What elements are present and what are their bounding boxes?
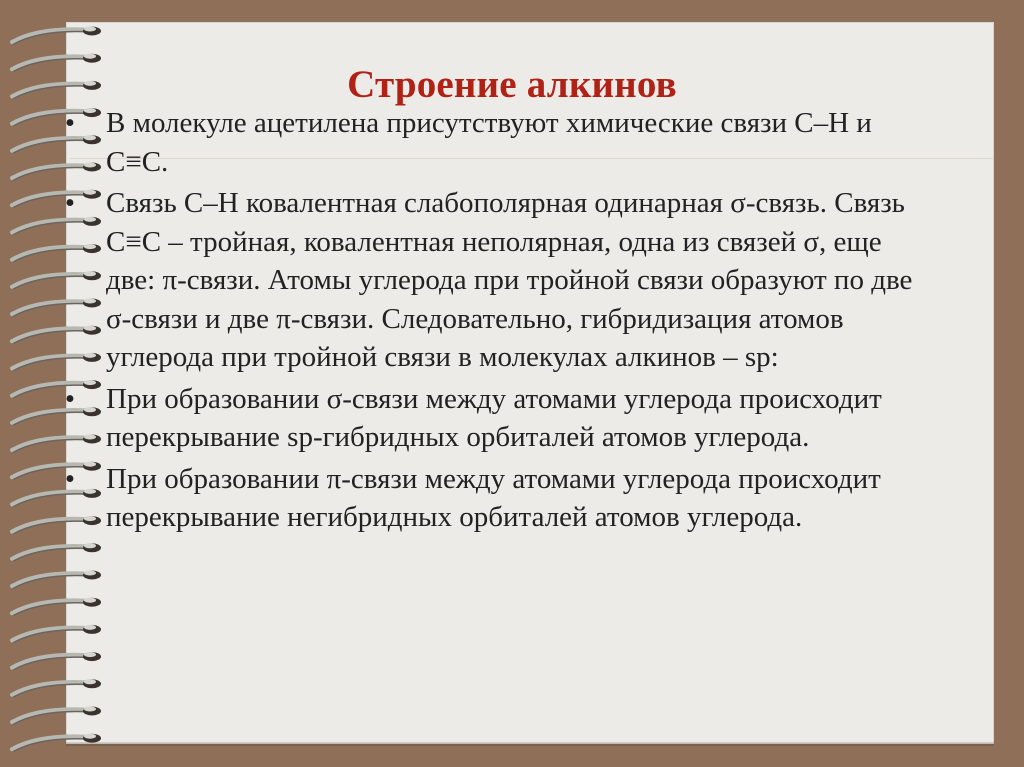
bullet-item-3 <box>60 380 920 457</box>
slide-title: Строение алкинов <box>347 63 677 107</box>
bullet-text: При образовании π-связи между атомами углерода происходит перекрывание негибридных орбиталей атомов углерода. <box>106 462 881 533</box>
spiral-ring-highlight <box>84 679 96 684</box>
bullet-item-4 <box>60 460 920 537</box>
bullet-marker: • <box>64 107 76 139</box>
spiral-ring-highlight <box>84 543 96 548</box>
bullet-text: В молекуле ацетилена присутствуют химические связи С–Н и С≡С. <box>106 107 872 178</box>
spiral-ring-highlight <box>84 734 96 739</box>
bullet-marker: • <box>64 462 76 495</box>
page-shadow <box>66 742 994 746</box>
spiral-ring-highlight <box>84 707 96 712</box>
spiral-ring-highlight <box>84 625 96 630</box>
spiral-ring-highlight <box>84 598 96 603</box>
bullet-list <box>60 104 920 540</box>
bullet-text: Связь С–Н ковалентная слабополярная одинарная σ-связь. Связь С≡С – тройная, ковалентная неполярная, одна из связей σ, еще две: π-связи. Атомы углерода при тройной связи образуют по две σ-связи и две π-связи. Следовательно, гибридизация атомов углерода при тройной связи в молекулах алкинов – sp: <box>106 187 913 373</box>
bullet-marker: • <box>64 187 76 219</box>
spiral-ring-highlight <box>84 27 96 32</box>
spiral-ring-highlight <box>84 571 96 576</box>
bullet-text: При образовании σ-связи между атомами углерода происходит перекрывание sp-гибридных орбиталей атомов углерода. <box>106 382 882 453</box>
bullet-marker: • <box>64 382 76 415</box>
bullet-item-1 <box>60 104 920 181</box>
bullet-item-2 <box>60 184 920 377</box>
spiral-ring-highlight <box>84 652 96 657</box>
spiral-ring-highlight <box>84 54 96 59</box>
